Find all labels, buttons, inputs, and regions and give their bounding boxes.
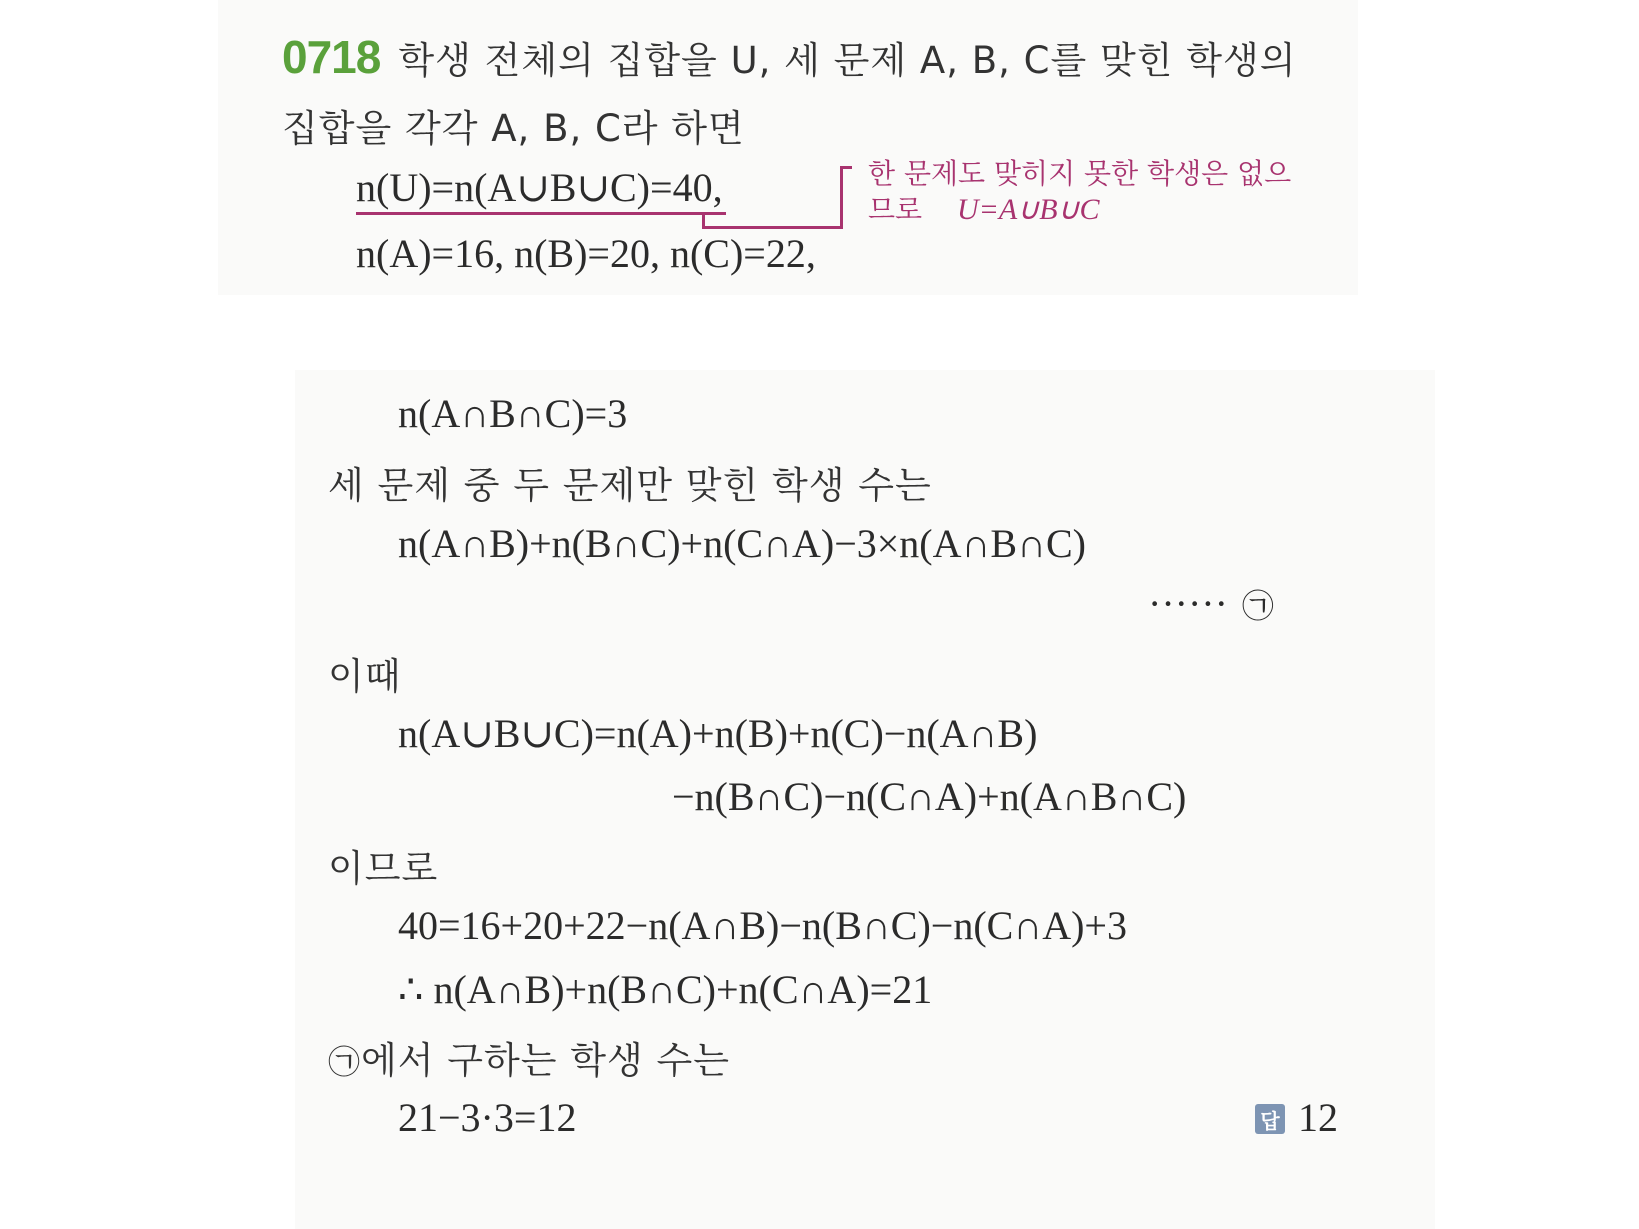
intro-line-1: 학생 전체의 집합을 U, 세 문제 A, B, C를 맞힌 학생의 [398,39,1297,82]
reference-dots: ······ [1148,581,1228,626]
circled-giyeok-mark: ㉠ [1241,587,1274,625]
problem-header [282,30,1296,84]
connector-bottom [702,226,842,229]
annotation-text: 므로 [868,193,923,226]
solution-text-4 [328,1030,730,1084]
answer-value: 12 [1298,1095,1338,1140]
annotation-math: U=A∪B∪C [957,193,1100,226]
equation-union-1: n(A∪B∪C)=n(A)+n(B)+n(C)−n(A∩B) [398,711,1038,756]
connector-tick [840,166,852,169]
equation-set-sizes: n(A)=16, n(B)=20, n(C)=22, [356,231,816,276]
equation-universal-set: n(U)=n(A∪B∪C)=40, [356,165,723,210]
answer-mark-icon: 답 [1255,1104,1285,1134]
connector-right [840,166,843,229]
annotation-line-2 [868,188,1100,228]
equation-final: 21−3·3=12 [398,1095,577,1140]
solution-text-4-body: 에서 구하는 학생 수는 [361,1039,730,1082]
equation-union-2: −n(B∩C)−n(C∩A)+n(A∩B∩C) [672,774,1187,819]
solution-text-1: 세 문제 중 두 문제만 맞힌 학생 수는 [328,464,932,507]
reference-label [1148,580,1274,627]
solution-text-2: 이때 [328,655,402,698]
equation-result: ∴ n(A∩B)+n(B∩C)+n(C∩A)=21 [398,967,933,1012]
annotation-line-1: 한 문제도 맞히지 못한 학생은 없으 [868,157,1292,190]
equation-substitution: 40=16+20+22−n(A∩B)−n(B∩C)−n(C∩A)+3 [398,903,1127,948]
intro-line-2: 집합을 각각 A, B, C라 하면 [282,107,745,150]
equation-triple-intersection: n(A∩B∩C)=3 [398,391,628,436]
equation-two-only: n(A∩B)+n(B∩C)+n(C∩A)−3×n(A∩B∩C) [398,521,1086,566]
circled-giyeok-mark: ㉠ [328,1043,362,1081]
underline [356,212,726,215]
problem-number: 0718 [282,31,381,83]
solution-text-3: 이므로 [328,847,439,890]
